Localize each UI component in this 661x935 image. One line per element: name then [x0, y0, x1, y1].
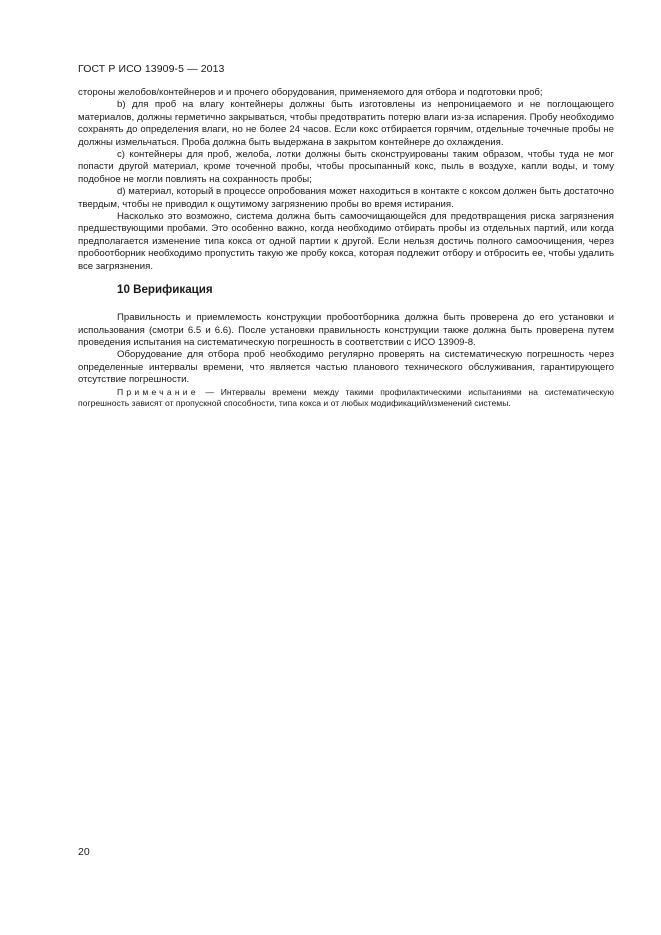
list-item-c: c) контейнеры для проб, желоба, лотки должны быть сконструированы таким образом, чтобы туда не мог попасти другой материал, кроме точечной пробы, чтобы просыпанный кокс, пыль в воздухе, капли воды, и тому подобное не могли повлиять на сохранность пробы;: [78, 149, 614, 185]
list-item-d: d) материал, который в процессе опробования может находиться в контакте с коксом должен быть достаточно твердым, чтобы не приводил к ощутимому загрязнению пробы во время истирания.: [78, 186, 614, 210]
note: [78, 387, 614, 409]
list-item-b: b) для проб на влагу контейнеры должны быть изготовлены из непроницаемого и не поглощающего материалов, должны герметично закрываться, чтобы предотвратить потерю влаги из-за испарения. Пробу необходимо сохранять до определения влаги, но не более 24 часов. Если кокс отбирается горячим, отдельные точечные пробы не должны измельчаться. Проба должна быть выдержана в закрытом контейнере до охлаждения.: [78, 99, 614, 148]
page-number: 20: [78, 846, 90, 858]
paragraph-verification-2: Оборудование для отбора проб необходимо регулярно проверять на систематическую погрешность через определенные интервалы времени, что является частью планового технического обслуживания, гарантирующего отсутствие погрешности.: [78, 349, 614, 386]
paragraph-self-cleaning: Насколько это возможно, система должна быть самоочищающейся для предотвращения риска загрязнения предшествующими пробами. Это особенно важно, когда необходимо отбирать пробы из отдельных партий, или когда предполагается изменение типа кокса от одной партии к другой. Если нельзя достичь полного самоочищения, через пробоотборник необходимо пропустить такую же пробу кокса, которая подлежит отбору и отбросить ее, чтобы удалить все загрязнения.: [78, 211, 614, 272]
spacer: [78, 298, 614, 312]
section-title: 10 Верификация: [117, 283, 213, 297]
paragraph-verification-1: Правильность и приемлемость конструкции пробоотборника должна быть проверена до его установки и использования (смотри 6.5 и 6.6). После установки правильность конструкции также должна быть проверена путем проведения испытания на систематическую погрешность в соответствии с ИСО 13909-8.: [78, 312, 614, 348]
page-content: [78, 87, 614, 409]
note-text: — Интервалы времени между такими профилактическими испытаниями на систематическую погрешность зависят от пропускной способности, типа кокса и от любых модификаций/изменений системы.: [78, 386, 614, 408]
paragraph-continuation: стороны желобов/контейнеров и и прочего оборудования, применяемого для отбора и подготовки проб;: [78, 87, 543, 98]
document-header: ГОСТ Р ИСО 13909-5 — 2013: [78, 63, 225, 75]
note-label: Примечание: [117, 386, 199, 397]
